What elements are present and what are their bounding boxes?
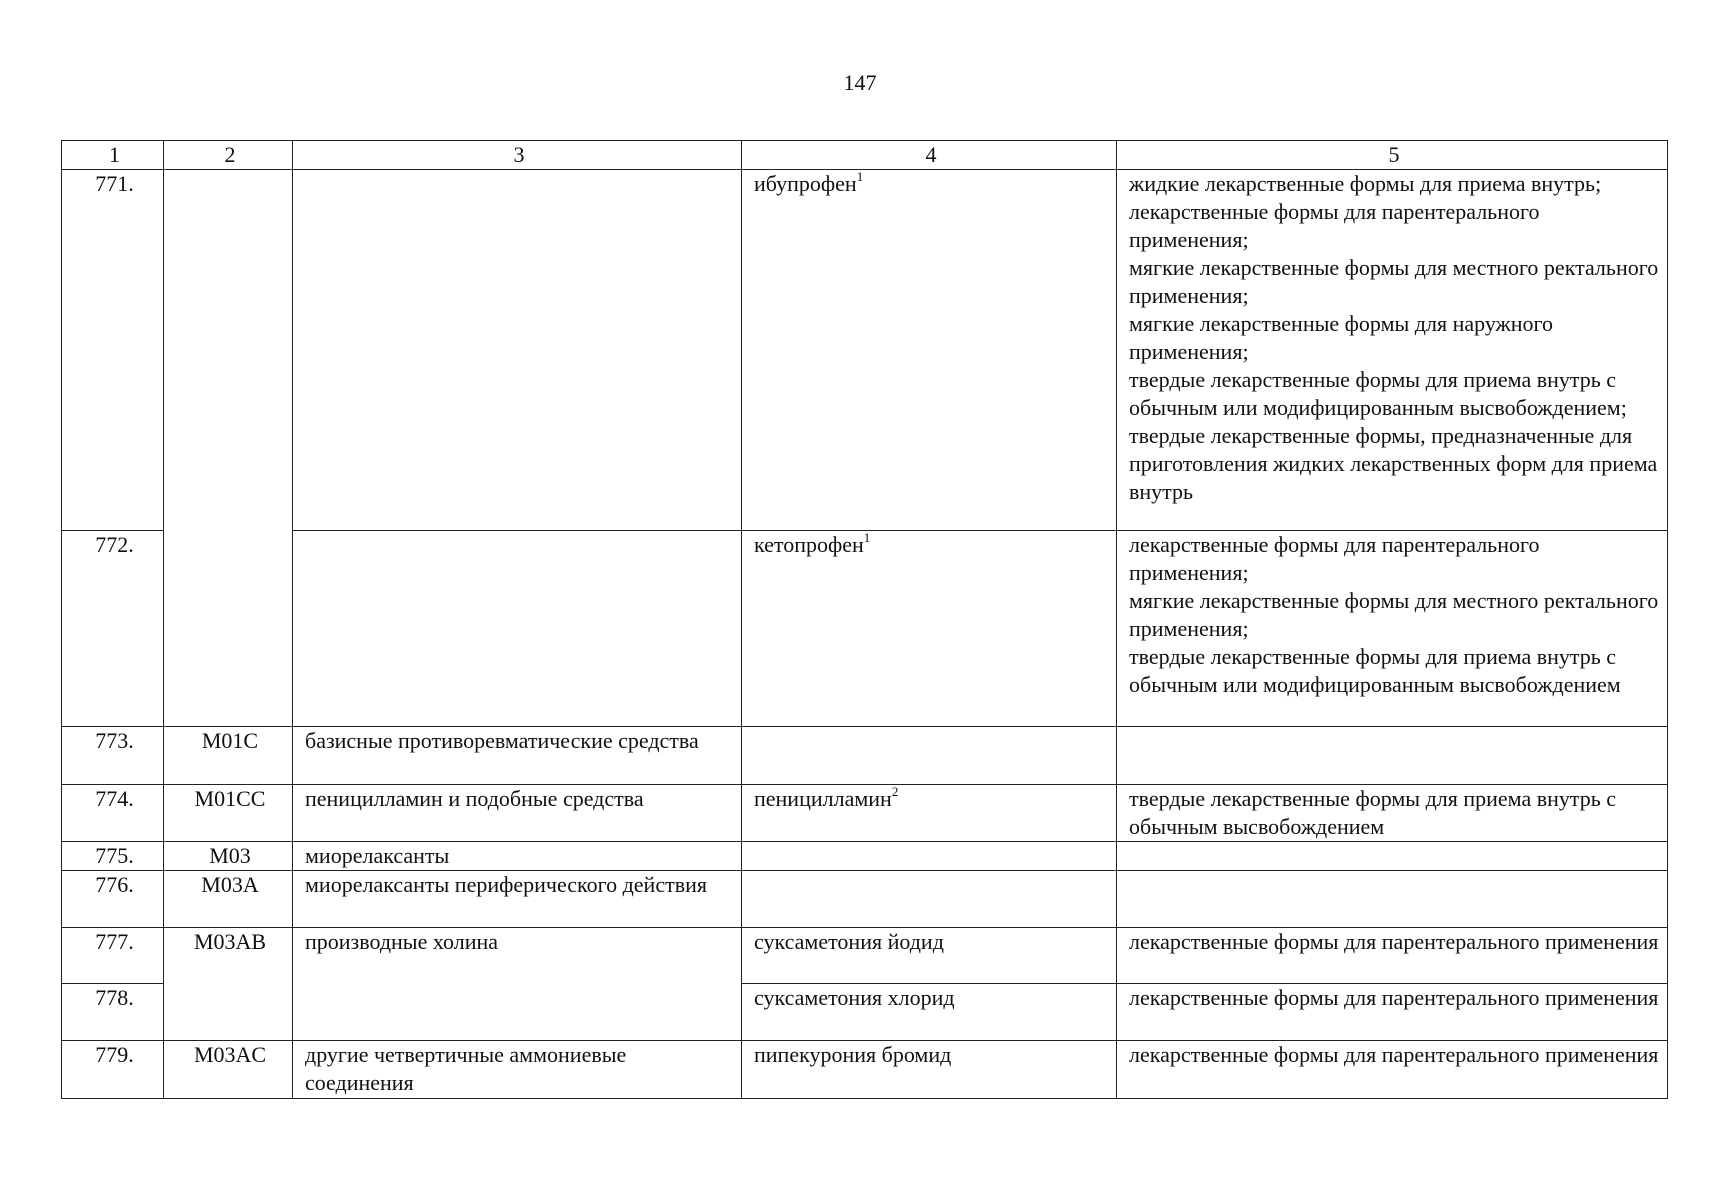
dosage-forms-cell — [1117, 842, 1668, 871]
table-row — [62, 1041, 1668, 1099]
dosage-forms-cell: лекарственные формы для парентерального применения — [1117, 928, 1668, 984]
table-row — [62, 871, 1668, 928]
table-row — [62, 727, 1668, 785]
table-row — [62, 785, 1668, 842]
row-number: 775. — [62, 842, 164, 871]
group-name: миорелаксанты периферического действия — [293, 871, 742, 928]
drug-name-cell — [742, 871, 1117, 928]
group-name: базисные противоревматические средства — [293, 727, 742, 785]
footnote-mark: 1 — [856, 169, 864, 184]
drug-name: ибупрофен — [754, 171, 857, 196]
group-name: другие четвертичные аммониевые соединения — [293, 1041, 742, 1099]
column-header: 3 — [293, 141, 742, 170]
drug-name: суксаметония йодид — [742, 928, 1117, 984]
dosage-forms-cell: твердые лекарственные формы для приема внутрь с обычным высвобождением — [1117, 785, 1668, 842]
dosage-forms-cell — [1117, 727, 1668, 785]
atc-code: M03AB — [164, 928, 293, 1041]
row-number: 772. — [62, 531, 164, 727]
column-header: 2 — [164, 141, 293, 170]
column-header: 4 — [742, 141, 1117, 170]
row-number: 776. — [62, 871, 164, 928]
group-name: производные холина — [293, 928, 742, 1041]
group-name: миорелаксанты — [293, 842, 742, 871]
group-cell — [293, 531, 742, 727]
row-number: 777. — [62, 928, 164, 984]
atc-code: M03A — [164, 871, 293, 928]
atc-code-cell — [164, 170, 293, 727]
drug-name-cell — [742, 531, 1117, 727]
drug-table — [61, 140, 1668, 1099]
atc-code: M03AC — [164, 1041, 293, 1099]
row-number: 773. — [62, 727, 164, 785]
table-row — [62, 928, 1668, 984]
group-cell — [293, 170, 742, 531]
column-header: 1 — [62, 141, 164, 170]
table-row — [62, 531, 1668, 727]
drug-name: пипекурония бромид — [742, 1041, 1117, 1099]
dosage-forms-cell: лекарственные формы для парентерального применения — [1117, 1041, 1668, 1099]
footnote-mark: 1 — [863, 530, 871, 545]
atc-code: M03 — [164, 842, 293, 871]
atc-code: M01C — [164, 727, 293, 785]
row-number: 779. — [62, 1041, 164, 1099]
footnote-mark: 2 — [891, 784, 899, 799]
table-row — [62, 170, 1668, 531]
drug-name-cell — [742, 170, 1117, 531]
row-number: 774. — [62, 785, 164, 842]
dosage-forms-cell: лекарственные формы для парентерального применения — [1117, 984, 1668, 1041]
dosage-forms-cell — [1117, 871, 1668, 928]
table-row — [62, 842, 1668, 871]
dosage-forms-cell: жидкие лекарственные формы для приема внутрь; лекарственные формы для парентерального применения; мягкие лекарственные формы для местного ректального применения; мягкие лекарственные формы для наружного применения; твердые лекарственные формы для приема внутрь с обычным или модифицированным высвобождением; твердые лекарственные формы, предназначенные для приготовления жидких лекарственных форм для приема внутрь — [1117, 170, 1668, 531]
row-number: 778. — [62, 984, 164, 1041]
drug-name: кетопрофен — [754, 532, 864, 557]
column-header: 5 — [1117, 141, 1668, 170]
row-number: 771. — [62, 170, 164, 531]
dosage-forms-cell: лекарственные формы для парентерального применения; мягкие лекарственные формы для местного ректального применения; твердые лекарственные формы для приема внутрь с обычным или модифицированным высвобождением — [1117, 531, 1668, 727]
atc-code: M01CC — [164, 785, 293, 842]
drug-name-cell — [742, 727, 1117, 785]
drug-name-cell — [742, 785, 1117, 842]
drug-name: пеницилламин — [754, 786, 892, 811]
table-header-row — [62, 141, 1668, 170]
drug-name: суксаметония хлорид — [742, 984, 1117, 1041]
page-number: 147 — [843, 70, 877, 95]
drug-name-cell — [742, 842, 1117, 871]
group-name: пеницилламин и подобные средства — [293, 785, 742, 842]
